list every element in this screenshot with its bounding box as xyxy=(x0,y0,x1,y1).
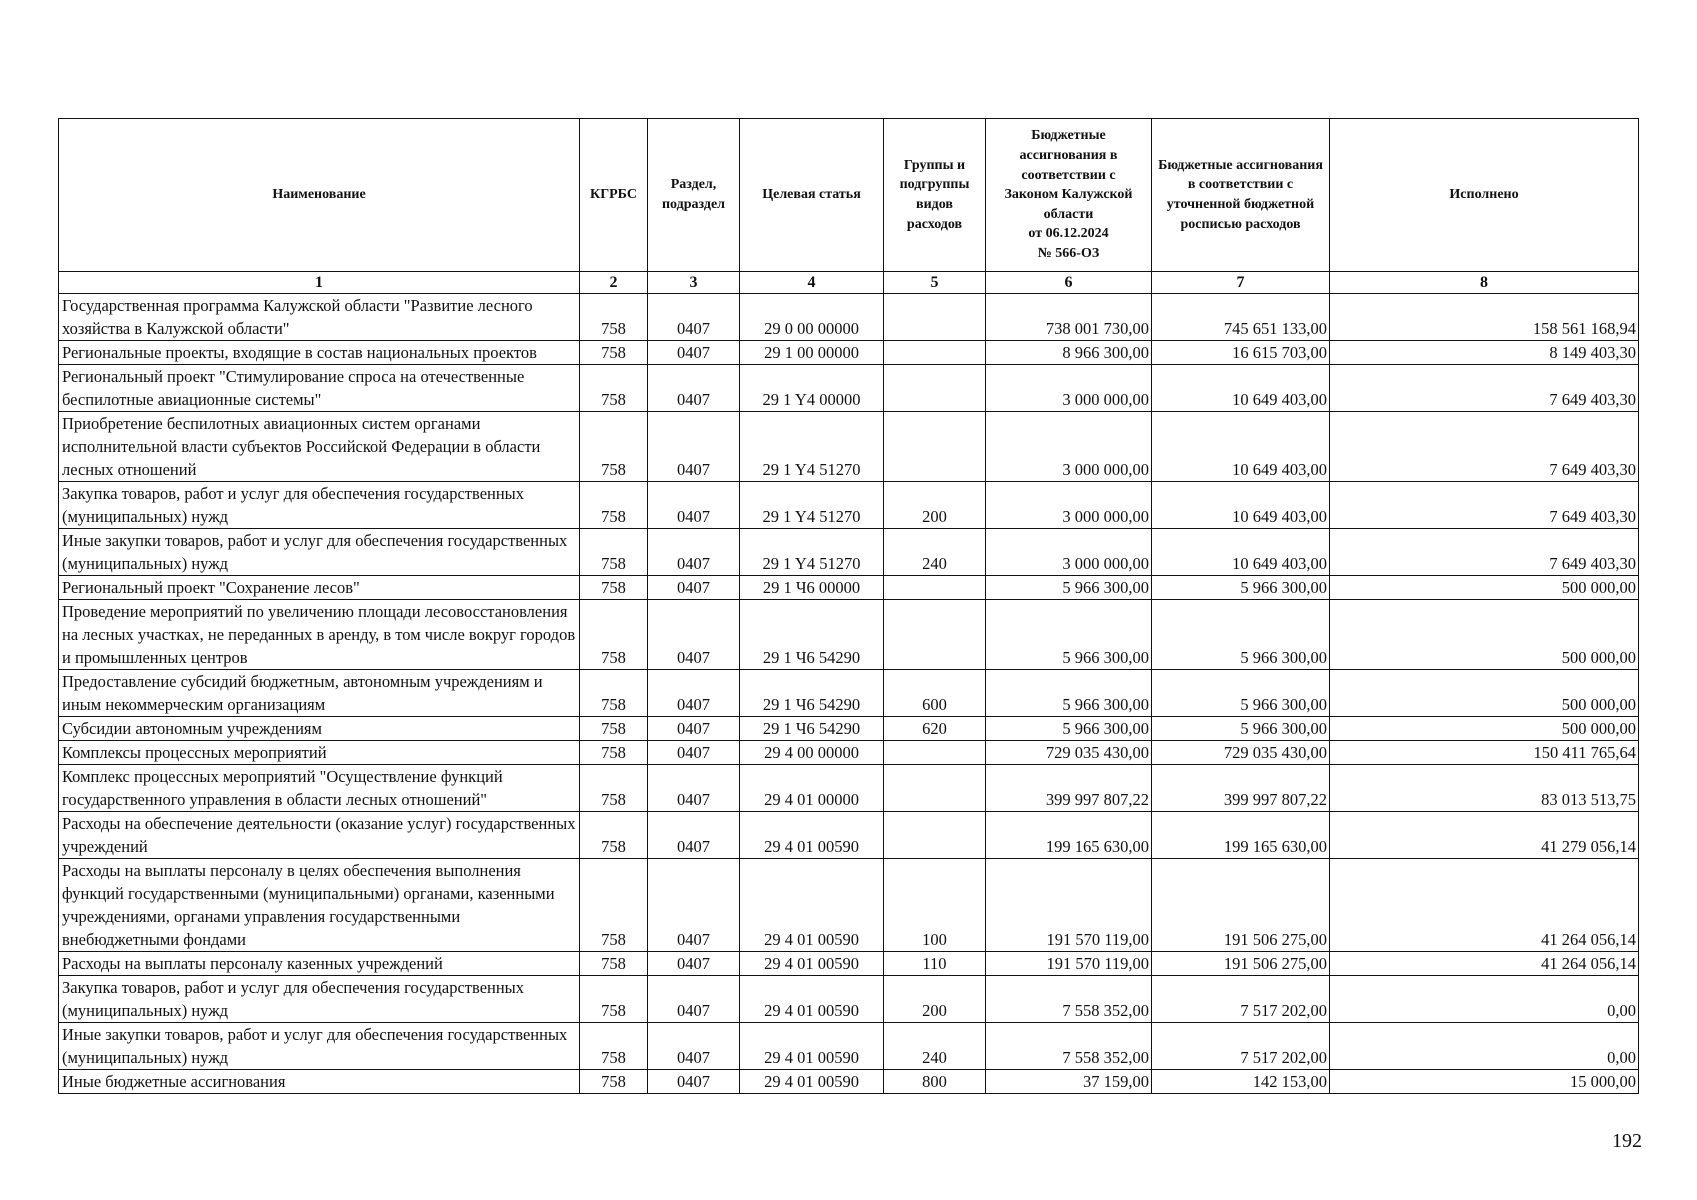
row-target-article: 29 1 Y4 51270 xyxy=(740,482,884,529)
row-executed-amount: 7 649 403,30 xyxy=(1330,529,1639,576)
row-refined-amount: 5 966 300,00 xyxy=(1152,576,1330,600)
header-name: Наименование xyxy=(59,119,580,272)
table-row xyxy=(59,717,1639,741)
row-section: 0407 xyxy=(648,670,740,717)
row-target-article: 29 1 Ч6 54290 xyxy=(740,717,884,741)
row-refined-amount: 191 506 275,00 xyxy=(1152,859,1330,952)
row-name: Иные закупки товаров, работ и услуг для обеспечения государственных (муниципальных) нужд xyxy=(59,1023,580,1070)
row-executed-amount: 41 264 056,14 xyxy=(1330,952,1639,976)
row-law-amount: 729 035 430,00 xyxy=(986,741,1152,765)
row-name: Комплекс процессных мероприятий "Осуществление функций государственного управления в области лесных отношений" xyxy=(59,765,580,812)
row-expense-group: 240 xyxy=(884,1023,986,1070)
row-section: 0407 xyxy=(648,812,740,859)
row-kgrbs: 758 xyxy=(580,600,648,670)
row-expense-group: 620 xyxy=(884,717,986,741)
row-section: 0407 xyxy=(648,482,740,529)
row-name: Иные бюджетные ассигнования xyxy=(59,1070,580,1094)
row-name: Иные закупки товаров, работ и услуг для обеспечения государственных (муниципальных) нужд xyxy=(59,529,580,576)
row-executed-amount: 500 000,00 xyxy=(1330,717,1639,741)
row-target-article: 29 4 01 00000 xyxy=(740,765,884,812)
row-expense-group: 110 xyxy=(884,952,986,976)
row-refined-amount: 191 506 275,00 xyxy=(1152,952,1330,976)
row-law-amount: 399 997 807,22 xyxy=(986,765,1152,812)
column-number: 4 xyxy=(740,272,884,294)
row-section: 0407 xyxy=(648,717,740,741)
row-executed-amount: 500 000,00 xyxy=(1330,670,1639,717)
row-target-article: 29 1 Y4 51270 xyxy=(740,529,884,576)
header-refined-allocations: Бюджетные ассигнования в соответствии с уточненной бюджетной росписью расходов xyxy=(1152,119,1330,272)
row-name: Региональный проект "Стимулирование спроса на отечественные беспилотные авиационные системы" xyxy=(59,365,580,412)
table-row xyxy=(59,482,1639,529)
table-row xyxy=(59,576,1639,600)
header-expense-groups: Группы и подгруппы видов расходов xyxy=(884,119,986,272)
row-executed-amount: 500 000,00 xyxy=(1330,576,1639,600)
row-name: Приобретение беспилотных авиационных систем органами исполнительной власти субъектов Российской Федерации в области лесных отношений xyxy=(59,412,580,482)
row-law-amount: 8 966 300,00 xyxy=(986,341,1152,365)
row-kgrbs: 758 xyxy=(580,859,648,952)
table-row xyxy=(59,600,1639,670)
row-target-article: 29 4 01 00590 xyxy=(740,1023,884,1070)
row-law-amount: 3 000 000,00 xyxy=(986,365,1152,412)
row-target-article: 29 4 00 00000 xyxy=(740,741,884,765)
row-expense-group: 800 xyxy=(884,1070,986,1094)
table-row xyxy=(59,952,1639,976)
row-section: 0407 xyxy=(648,1070,740,1094)
table-row xyxy=(59,294,1639,341)
row-name: Предоставление субсидий бюджетным, автономным учреждениям и иным некоммерческим организациям xyxy=(59,670,580,717)
table-row xyxy=(59,1023,1639,1070)
table-row xyxy=(59,412,1639,482)
row-name: Расходы на выплаты персоналу казенных учреждений xyxy=(59,952,580,976)
row-law-amount: 37 159,00 xyxy=(986,1070,1152,1094)
row-kgrbs: 758 xyxy=(580,812,648,859)
table-body xyxy=(59,294,1639,1094)
row-target-article: 29 1 Ч6 00000 xyxy=(740,576,884,600)
row-refined-amount: 10 649 403,00 xyxy=(1152,529,1330,576)
row-expense-group: 200 xyxy=(884,482,986,529)
row-law-amount: 3 000 000,00 xyxy=(986,529,1152,576)
row-name: Региональный проект "Сохранение лесов" xyxy=(59,576,580,600)
table-row xyxy=(59,341,1639,365)
row-target-article: 29 1 Y4 00000 xyxy=(740,365,884,412)
column-number: 7 xyxy=(1152,272,1330,294)
row-kgrbs: 758 xyxy=(580,365,648,412)
row-law-amount: 738 001 730,00 xyxy=(986,294,1152,341)
row-name: Закупка товаров, работ и услуг для обеспечения государственных (муниципальных) нужд xyxy=(59,482,580,529)
row-kgrbs: 758 xyxy=(580,341,648,365)
row-law-amount: 7 558 352,00 xyxy=(986,1023,1152,1070)
row-law-amount: 5 966 300,00 xyxy=(986,670,1152,717)
row-expense-group xyxy=(884,765,986,812)
row-target-article: 29 1 Ч6 54290 xyxy=(740,600,884,670)
row-target-article: 29 1 00 00000 xyxy=(740,341,884,365)
row-executed-amount: 7 649 403,30 xyxy=(1330,412,1639,482)
row-refined-amount: 16 615 703,00 xyxy=(1152,341,1330,365)
row-section: 0407 xyxy=(648,529,740,576)
row-expense-group xyxy=(884,812,986,859)
row-expense-group: 240 xyxy=(884,529,986,576)
row-name: Региональные проекты, входящие в состав национальных проектов xyxy=(59,341,580,365)
row-refined-amount: 10 649 403,00 xyxy=(1152,412,1330,482)
row-executed-amount: 41 264 056,14 xyxy=(1330,859,1639,952)
row-refined-amount: 7 517 202,00 xyxy=(1152,976,1330,1023)
row-expense-group: 200 xyxy=(884,976,986,1023)
column-number: 5 xyxy=(884,272,986,294)
row-target-article: 29 1 Y4 51270 xyxy=(740,412,884,482)
row-expense-group: 100 xyxy=(884,859,986,952)
row-law-amount: 3 000 000,00 xyxy=(986,482,1152,529)
row-kgrbs: 758 xyxy=(580,717,648,741)
table-row xyxy=(59,1070,1639,1094)
row-section: 0407 xyxy=(648,952,740,976)
row-executed-amount: 0,00 xyxy=(1330,976,1639,1023)
column-number: 1 xyxy=(59,272,580,294)
row-executed-amount: 0,00 xyxy=(1330,1023,1639,1070)
row-section: 0407 xyxy=(648,765,740,812)
header-executed: Исполнено xyxy=(1330,119,1639,272)
row-name: Закупка товаров, работ и услуг для обеспечения государственных (муниципальных) нужд xyxy=(59,976,580,1023)
row-target-article: 29 4 01 00590 xyxy=(740,976,884,1023)
row-kgrbs: 758 xyxy=(580,765,648,812)
row-section: 0407 xyxy=(648,1023,740,1070)
row-law-amount: 5 966 300,00 xyxy=(986,576,1152,600)
row-executed-amount: 7 649 403,30 xyxy=(1330,482,1639,529)
row-executed-amount: 83 013 513,75 xyxy=(1330,765,1639,812)
row-target-article: 29 4 01 00590 xyxy=(740,1070,884,1094)
budget-sheet xyxy=(58,118,1638,1094)
row-section: 0407 xyxy=(648,365,740,412)
header-row xyxy=(59,119,1639,272)
table-row xyxy=(59,741,1639,765)
row-name: Субсидии автономным учреждениям xyxy=(59,717,580,741)
table-row xyxy=(59,976,1639,1023)
row-refined-amount: 10 649 403,00 xyxy=(1152,482,1330,529)
row-target-article: 29 0 00 00000 xyxy=(740,294,884,341)
row-target-article: 29 4 01 00590 xyxy=(740,859,884,952)
row-kgrbs: 758 xyxy=(580,741,648,765)
row-law-amount: 3 000 000,00 xyxy=(986,412,1152,482)
row-target-article: 29 4 01 00590 xyxy=(740,952,884,976)
row-executed-amount: 7 649 403,30 xyxy=(1330,365,1639,412)
row-kgrbs: 758 xyxy=(580,1023,648,1070)
row-executed-amount: 500 000,00 xyxy=(1330,600,1639,670)
row-kgrbs: 758 xyxy=(580,412,648,482)
row-refined-amount: 5 966 300,00 xyxy=(1152,600,1330,670)
row-section: 0407 xyxy=(648,741,740,765)
table-row xyxy=(59,765,1639,812)
row-section: 0407 xyxy=(648,600,740,670)
row-section: 0407 xyxy=(648,976,740,1023)
row-law-amount: 5 966 300,00 xyxy=(986,600,1152,670)
row-law-amount: 191 570 119,00 xyxy=(986,859,1152,952)
row-section: 0407 xyxy=(648,412,740,482)
row-expense-group xyxy=(884,341,986,365)
row-executed-amount: 15 000,00 xyxy=(1330,1070,1639,1094)
row-section: 0407 xyxy=(648,576,740,600)
header-target-article: Целевая статья xyxy=(740,119,884,272)
row-refined-amount: 5 966 300,00 xyxy=(1152,717,1330,741)
row-expense-group xyxy=(884,600,986,670)
row-refined-amount: 199 165 630,00 xyxy=(1152,812,1330,859)
table-row xyxy=(59,529,1639,576)
row-executed-amount: 158 561 168,94 xyxy=(1330,294,1639,341)
header-law-allocations: Бюджетные ассигнования в соответствии с Законом Калужской области от 06.12.2024 № 566-ОЗ xyxy=(986,119,1152,272)
row-expense-group xyxy=(884,294,986,341)
column-number-row xyxy=(59,272,1639,294)
header-kgrbs: КГРБС xyxy=(580,119,648,272)
row-refined-amount: 142 153,00 xyxy=(1152,1070,1330,1094)
column-number: 8 xyxy=(1330,272,1639,294)
row-kgrbs: 758 xyxy=(580,294,648,341)
column-number: 3 xyxy=(648,272,740,294)
row-section: 0407 xyxy=(648,859,740,952)
budget-table xyxy=(58,118,1639,1094)
table-row xyxy=(59,812,1639,859)
column-number: 6 xyxy=(986,272,1152,294)
row-kgrbs: 758 xyxy=(580,976,648,1023)
row-refined-amount: 7 517 202,00 xyxy=(1152,1023,1330,1070)
row-refined-amount: 5 966 300,00 xyxy=(1152,670,1330,717)
header-section: Раздел, подраздел xyxy=(648,119,740,272)
row-kgrbs: 758 xyxy=(580,670,648,717)
column-number: 2 xyxy=(580,272,648,294)
row-kgrbs: 758 xyxy=(580,1070,648,1094)
row-expense-group xyxy=(884,412,986,482)
row-law-amount: 191 570 119,00 xyxy=(986,952,1152,976)
row-law-amount: 7 558 352,00 xyxy=(986,976,1152,1023)
row-refined-amount: 729 035 430,00 xyxy=(1152,741,1330,765)
row-name: Государственная программа Калужской области "Развитие лесного хозяйства в Калужской области" xyxy=(59,294,580,341)
table-row xyxy=(59,670,1639,717)
row-executed-amount: 41 279 056,14 xyxy=(1330,812,1639,859)
row-section: 0407 xyxy=(648,294,740,341)
row-executed-amount: 8 149 403,30 xyxy=(1330,341,1639,365)
table-row xyxy=(59,365,1639,412)
row-expense-group xyxy=(884,741,986,765)
row-refined-amount: 10 649 403,00 xyxy=(1152,365,1330,412)
row-kgrbs: 758 xyxy=(580,529,648,576)
row-kgrbs: 758 xyxy=(580,482,648,529)
row-refined-amount: 745 651 133,00 xyxy=(1152,294,1330,341)
row-name: Комплексы процессных мероприятий xyxy=(59,741,580,765)
row-name: Проведение мероприятий по увеличению площади лесовосстановления на лесных участках, не переданных в аренду, в том числе вокруг городов и промышленных центров xyxy=(59,600,580,670)
row-refined-amount: 399 997 807,22 xyxy=(1152,765,1330,812)
row-target-article: 29 1 Ч6 54290 xyxy=(740,670,884,717)
row-target-article: 29 4 01 00590 xyxy=(740,812,884,859)
row-name: Расходы на выплаты персоналу в целях обеспечения выполнения функций государственными (муниципальными) органами, казенными учреждениями, органами управления государственными внебюджетными фондами xyxy=(59,859,580,952)
row-expense-group: 600 xyxy=(884,670,986,717)
row-law-amount: 5 966 300,00 xyxy=(986,717,1152,741)
row-expense-group xyxy=(884,365,986,412)
row-executed-amount: 150 411 765,64 xyxy=(1330,741,1639,765)
row-kgrbs: 758 xyxy=(580,952,648,976)
row-expense-group xyxy=(884,576,986,600)
row-law-amount: 199 165 630,00 xyxy=(986,812,1152,859)
row-name: Расходы на обеспечение деятельности (оказание услуг) государственных учреждений xyxy=(59,812,580,859)
table-row xyxy=(59,859,1639,952)
row-kgrbs: 758 xyxy=(580,576,648,600)
page-number: 192 xyxy=(1612,1130,1642,1152)
row-section: 0407 xyxy=(648,341,740,365)
